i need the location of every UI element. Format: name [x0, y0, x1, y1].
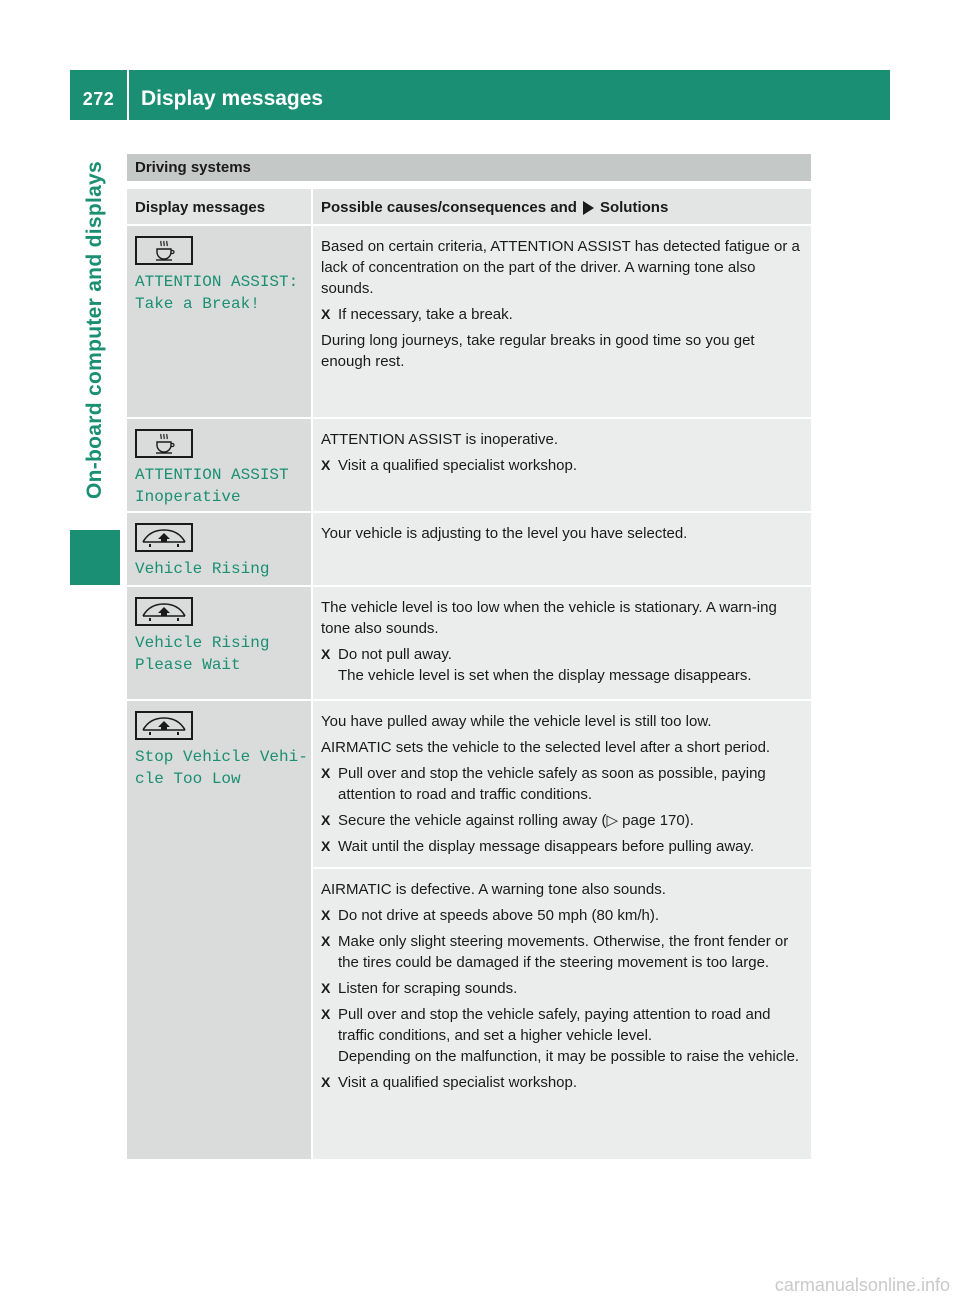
- table-row: [127, 513, 811, 587]
- solution-step: [321, 1004, 803, 1067]
- info-text: AIRMATIC sets the vehicle to the selected level after a short period.: [321, 739, 771, 756]
- step-text: Do not pull away.: [338, 646, 452, 663]
- step-text: Pull over and stop the vehicle safely as soon as possible, paying attention to road and traffic conditions.: [338, 765, 766, 803]
- solution-step: [321, 931, 803, 973]
- table-header-row: [127, 189, 811, 226]
- vehicle-rising-icon: [135, 523, 193, 552]
- step-marker: X: [321, 907, 331, 923]
- solution-step: [321, 763, 803, 805]
- solution-cell: [313, 513, 811, 585]
- cause-text: ATTENTION ASSIST is inoperative.: [321, 431, 559, 448]
- column-header-display-messages: Display messages: [127, 189, 313, 224]
- step-text: Secure the vehicle against rolling away (▷ page 170).: [338, 812, 694, 829]
- step-text-continued: The vehicle level is set when the display message disappears.: [338, 667, 752, 684]
- display-message-text: cle Too Low: [135, 770, 241, 788]
- chapter-side-block: [70, 530, 120, 585]
- step-text: Visit a qualified specialist workshop.: [338, 1074, 578, 1091]
- step-marker: X: [321, 838, 331, 854]
- step-text: Pull over and stop the vehicle safely, paying attention to road and traffic conditions, and set a higher vehicle level.: [338, 1006, 771, 1044]
- cause-text: Your vehicle is adjusting to the level you have selected.: [321, 525, 688, 542]
- step-text: Wait until the display message disappears before pulling away.: [338, 838, 755, 855]
- column-header-suffix: Solutions: [599, 199, 669, 216]
- display-message-text: Please Wait: [135, 656, 241, 674]
- display-messages-table: [127, 189, 811, 1159]
- step-text-continued: Depending on the malfunction, it may be possible to raise the vehicle.: [338, 1048, 800, 1065]
- message-cell: [127, 226, 313, 417]
- page-title: Display messages: [141, 87, 324, 110]
- header-divider: [127, 70, 129, 120]
- solution-block-2: [313, 867, 811, 1093]
- step-marker: X: [321, 1006, 331, 1022]
- step-text: Visit a qualified specialist workshop.: [338, 457, 578, 474]
- display-message-text: Vehicle Rising: [135, 634, 270, 652]
- message-cell: [127, 701, 313, 1159]
- page-number: 272: [82, 89, 115, 109]
- display-message-text: Stop Vehicle Vehi‐: [135, 748, 308, 766]
- step-text: Do not drive at speeds above 50 mph (80 km/h).: [338, 907, 660, 924]
- table-row: [127, 226, 811, 419]
- step-text: If necessary, take a break.: [338, 306, 513, 323]
- table-row: [127, 587, 811, 701]
- info-text: During long journeys, take regular breaks in good time so you get enough rest.: [321, 332, 755, 370]
- solution-block-1: [321, 711, 803, 857]
- display-message-text: ATTENTION ASSIST:: [135, 273, 299, 291]
- display-message-text: Take a Break!: [135, 295, 260, 313]
- step-marker: X: [321, 980, 331, 996]
- solution-step: [321, 304, 803, 325]
- coffee-cup-icon: [135, 236, 193, 265]
- section-title: Driving systems: [127, 154, 811, 181]
- solution-step: [321, 1072, 803, 1093]
- message-cell: [127, 513, 313, 585]
- solution-step: [321, 836, 803, 857]
- step-text: Make only slight steering movements. Otherwise, the front fender or the tires could be damaged if the steering movement is too large.: [338, 933, 789, 971]
- step-marker: X: [321, 1074, 331, 1090]
- message-cell: [127, 587, 313, 699]
- step-marker: X: [321, 306, 331, 322]
- step-marker: X: [321, 765, 331, 781]
- chapter-side-label-text: On-board computer and displays: [83, 160, 106, 500]
- display-message-text: ATTENTION ASSIST: [135, 466, 289, 484]
- solution-step: [321, 644, 803, 686]
- solution-step: [321, 978, 803, 999]
- solution-cell: [313, 226, 811, 417]
- cause-text: The vehicle level is too low when the vehicle is stationary. A warn‐ing tone also sounds.: [321, 599, 777, 637]
- coffee-cup-icon: [135, 429, 193, 458]
- cause-text: You have pulled away while the vehicle level is still too low.: [321, 713, 712, 730]
- table-row: [127, 419, 811, 513]
- vehicle-rising-icon: [135, 711, 193, 740]
- step-marker: X: [321, 646, 331, 662]
- solution-step: [321, 810, 803, 831]
- watermark: carmanualsonline.info: [774, 1275, 950, 1295]
- solution-cell: [313, 701, 811, 1159]
- message-cell: [127, 419, 313, 511]
- step-marker: X: [321, 457, 331, 473]
- display-message-text: Inoperative: [135, 488, 241, 506]
- solution-cell: [313, 419, 811, 511]
- table-row: [127, 701, 811, 1159]
- column-header-prefix: Possible causes/consequences and: [321, 199, 577, 216]
- step-text: Listen for scraping sounds.: [338, 980, 518, 997]
- cause-text: AIRMATIC is defective. A warning tone also sounds.: [321, 881, 666, 898]
- solution-step: [321, 905, 803, 926]
- vehicle-rising-icon: [135, 597, 193, 626]
- solution-step: [321, 455, 803, 476]
- step-marker: X: [321, 933, 331, 949]
- step-marker: X: [321, 812, 331, 828]
- chapter-side-label: [70, 130, 120, 530]
- cause-text: Based on certain criteria, ATTENTION ASSIST has detected fatigue or a lack of concentration on the part of the driver. A warning tone also sounds.: [321, 238, 800, 297]
- solution-cell: [313, 587, 811, 699]
- column-header-solutions: [313, 189, 811, 224]
- display-message-text: Vehicle Rising: [135, 560, 270, 578]
- play-triangle-icon: [583, 201, 594, 215]
